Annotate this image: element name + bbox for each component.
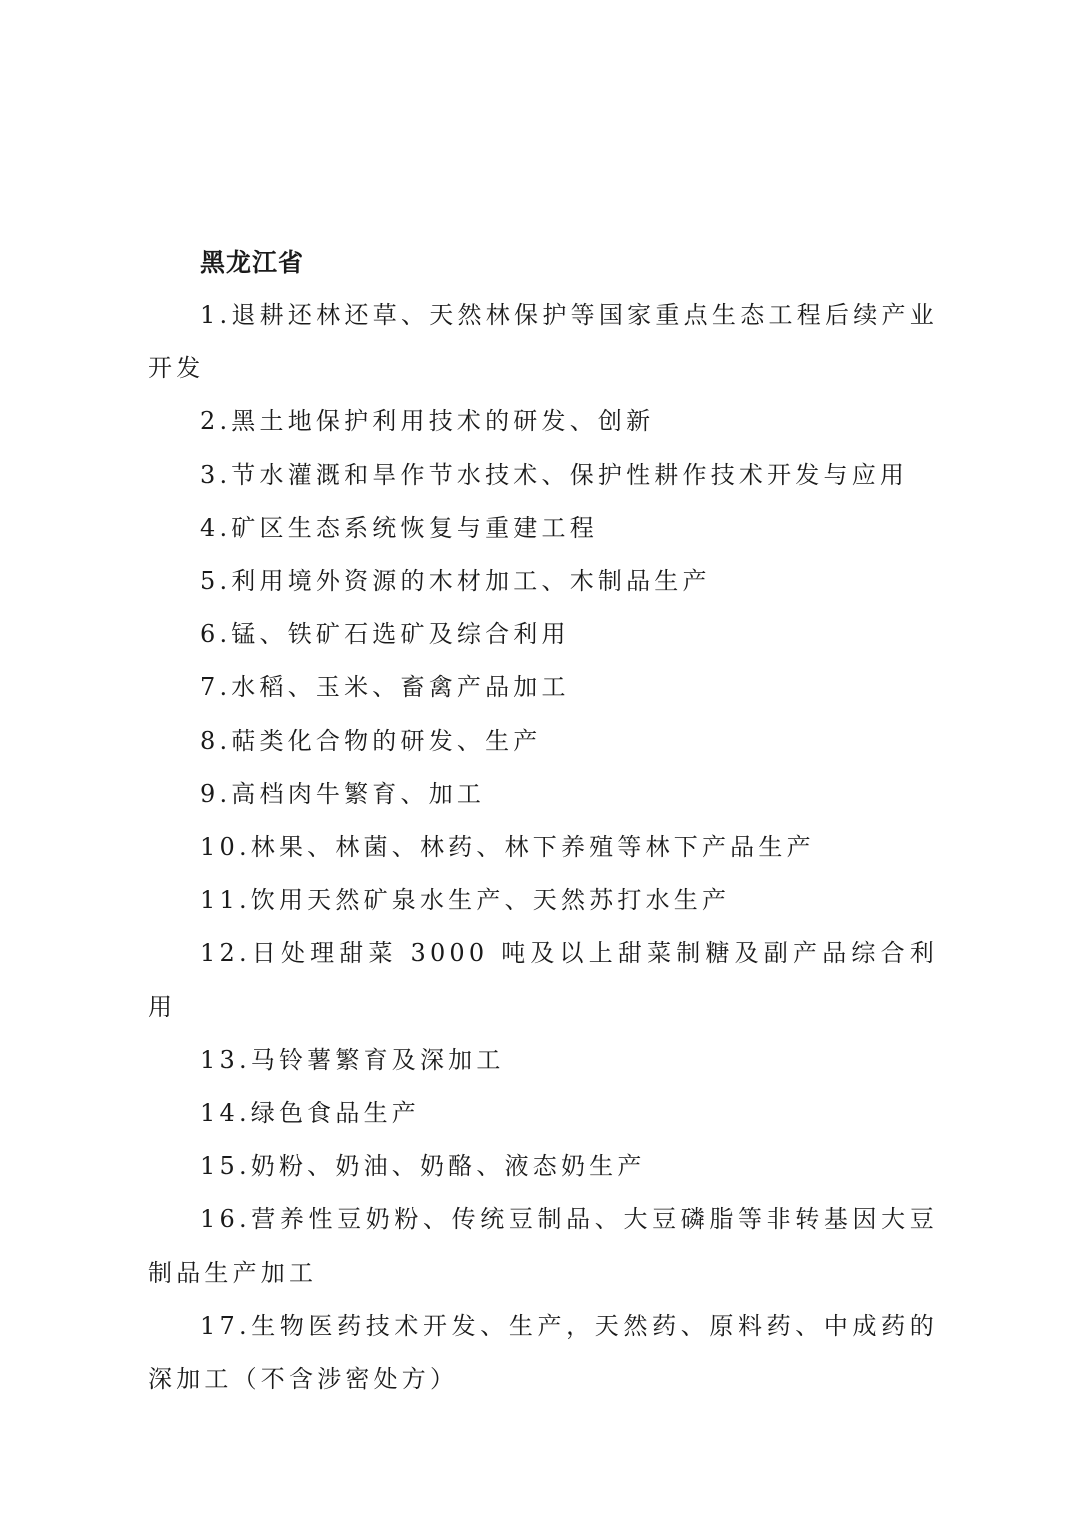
- list-item: 3.节水灌溉和旱作节水技术、保护性耕作技术开发与应用: [200, 460, 909, 489]
- list-item: 14.绿色食品生产: [200, 1099, 420, 1128]
- document-page: [148, 236, 938, 1406]
- list-item: 7.水稻、玉米、畜禽产品加工: [200, 673, 570, 702]
- list-item: 2.黑土地保护利用技术的研发、创新: [200, 407, 655, 436]
- list-item: 9.高档肉牛繁育、加工: [200, 779, 486, 808]
- list-item: 10.林果、林菌、林药、林下养殖等林下产品生产: [200, 833, 815, 862]
- list-item: 6.锰、铁矿石选矿及综合利用: [200, 620, 570, 649]
- list-item: 12.日处理甜菜 3000 吨及以上甜菜制糖及副产品综合利用: [148, 939, 938, 1021]
- list-item: 8.萜类化合物的研发、生产: [200, 726, 542, 755]
- list-item: 1.退耕还林还草、天然林保护等国家重点生态工程后续产业开发: [148, 301, 938, 383]
- section-heading: 黑龙江省: [200, 248, 305, 277]
- list-item: 5.利用境外资源的木材加工、木制品生产: [200, 567, 711, 596]
- list-item: 17.生物医药技术开发、生产，天然药、原料药、中成药的深加工（不含涉密处方）: [148, 1311, 938, 1394]
- list-item: 13.马铃薯繁育及深加工: [200, 1045, 505, 1074]
- list-item: 11.饮用天然矿泉水生产、天然苏打水生产: [200, 886, 731, 915]
- industry-list: [148, 289, 938, 1406]
- list-item: 15.奶粉、奶油、奶酪、液态奶生产: [200, 1152, 646, 1181]
- list-item: 4.矿区生态系统恢复与重建工程: [200, 513, 598, 542]
- list-item: 16.营养性豆奶粉、传统豆制品、大豆磷脂等非转基因大豆制品生产加工: [148, 1205, 938, 1287]
